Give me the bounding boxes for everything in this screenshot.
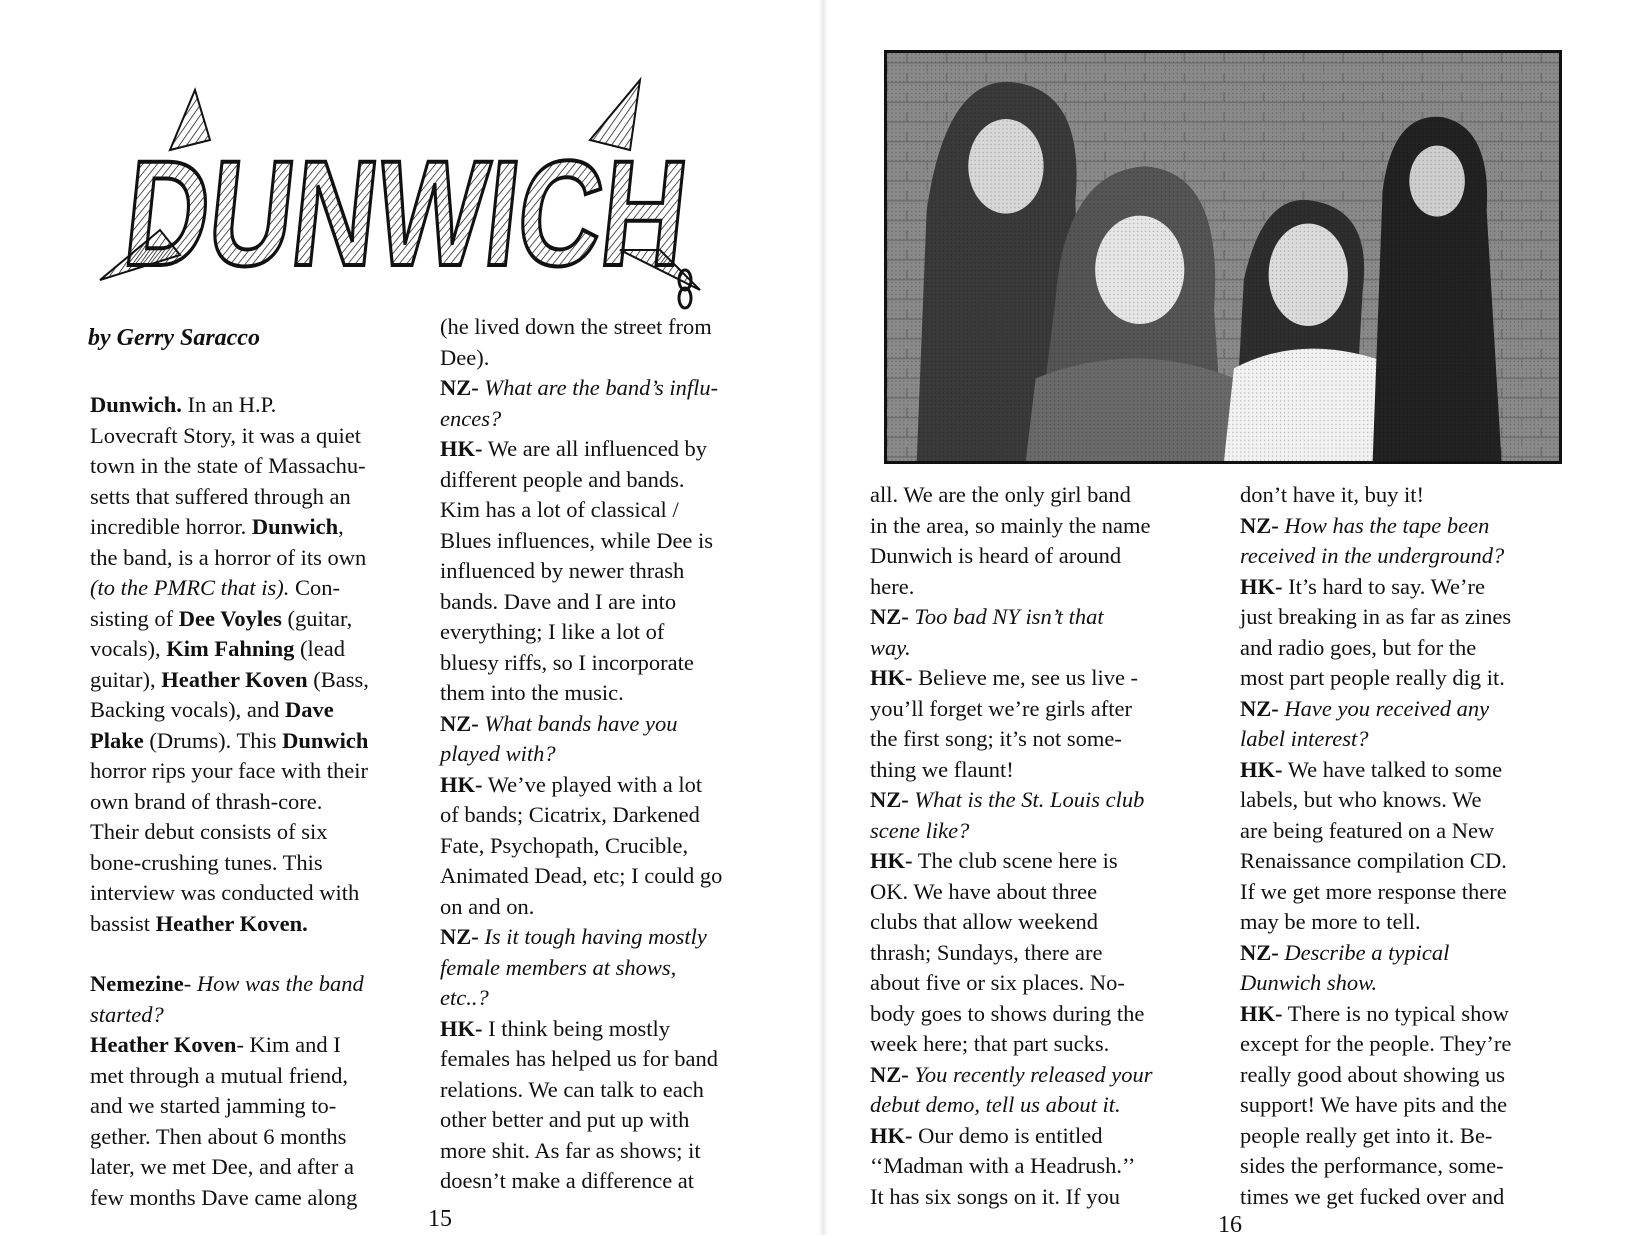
question-text: etc..? xyxy=(440,985,489,1010)
text-line: Dunwich is heard of around xyxy=(870,543,1122,568)
text-run: incredible horror. xyxy=(90,514,252,539)
text-line: bluesy riffs, so I incorporate xyxy=(440,649,694,675)
answer-label: HK- xyxy=(1240,756,1283,782)
text-run: sisting of xyxy=(90,605,179,631)
answer-label: HK- xyxy=(440,1015,483,1041)
text-run: (Bass, xyxy=(307,666,369,692)
text-line: really good about showing us xyxy=(1240,1061,1505,1087)
text-line: everything; I like a lot of xyxy=(440,619,665,644)
question-text: female members at shows, xyxy=(440,954,677,980)
question-text: ences? xyxy=(440,405,502,431)
text-line: and radio goes, but for the xyxy=(1240,634,1477,660)
text-line: more shit. As far as shows; it xyxy=(440,1137,701,1163)
answer-label: HK- xyxy=(870,848,913,873)
answer-label: Heather Koven xyxy=(90,1032,237,1057)
answer-label: HK- xyxy=(870,1122,913,1148)
band-name: Dunwich xyxy=(251,514,339,539)
question-text: How was the band xyxy=(196,971,364,996)
text-run: , xyxy=(338,514,344,539)
text-line: people really get into it. Be- xyxy=(1240,1122,1493,1148)
text-line: Their debut consists of six xyxy=(90,819,328,844)
byline: by Gerry Saracco xyxy=(88,325,260,351)
text-line: thing we flaunt! xyxy=(870,756,1014,782)
question-label: Nemezine xyxy=(90,971,184,996)
text-line: Fate, Psychopath, Crucible, xyxy=(440,832,689,858)
question-text: What is the St. Louis club xyxy=(908,787,1145,812)
column-1 xyxy=(90,390,369,1213)
column-2 xyxy=(440,312,722,1197)
text-run: vocals), xyxy=(90,636,167,661)
question-label: NZ- xyxy=(870,1061,909,1087)
text-line: clubs that allow weekend xyxy=(870,909,1099,934)
column-4 xyxy=(1240,480,1511,1212)
answer-label: HK- xyxy=(870,665,913,690)
question-text: label interest? xyxy=(1240,726,1369,751)
text-run: It’s hard to say. We’re xyxy=(1282,573,1485,599)
text-line: are being featured on a New xyxy=(1240,817,1495,843)
question-label: NZ- xyxy=(1240,512,1279,538)
text-run: We’ve played with a lot xyxy=(482,771,703,797)
question-label: NZ- xyxy=(870,787,909,812)
question-text: What are the band’s influ- xyxy=(478,375,719,400)
text-run: We have talked to some xyxy=(1282,756,1503,782)
question-text: Describe a typical xyxy=(1278,939,1450,965)
question-text: You recently released your xyxy=(908,1061,1153,1087)
logo-lettering: DUNWICH xyxy=(117,129,860,297)
text-run: bassist xyxy=(90,910,156,936)
band-photo xyxy=(884,50,1562,464)
page-number-right: 16 xyxy=(1218,1212,1242,1238)
text-line: them into the music. xyxy=(440,680,624,705)
text-line: the first song; it’s not some- xyxy=(870,726,1122,751)
question-label: NZ- xyxy=(870,604,909,629)
text-run: - Kim and I xyxy=(236,1032,341,1057)
text-run: (lead xyxy=(294,636,345,661)
text-line: ‘‘Madman with a Headrush.’’ xyxy=(870,1153,1136,1178)
text-line: Kim has a lot of classical / xyxy=(440,497,679,522)
text-line: If we get more response there xyxy=(1240,878,1507,904)
text-run: guitar), xyxy=(90,666,162,692)
text-run: - xyxy=(183,971,197,996)
text-line: females has helped us for band xyxy=(440,1046,719,1071)
question-text: played with? xyxy=(440,741,556,766)
text-line: of bands; Cicatrix, Darkened xyxy=(440,802,700,827)
answer-label: HK- xyxy=(440,771,483,797)
page-gutter xyxy=(818,0,828,1235)
text-line: gether. Then about 6 months xyxy=(90,1123,347,1149)
text-line: bone-crushing tunes. This xyxy=(90,849,323,875)
text-line: sides the performance, some- xyxy=(1240,1153,1504,1178)
question-text: way. xyxy=(870,634,911,660)
member-name: Heather Koven. xyxy=(155,910,308,936)
text-line: all. We are the only girl band xyxy=(870,482,1131,507)
text-run: I think being mostly xyxy=(482,1015,670,1041)
text-line: on and on. xyxy=(440,893,535,919)
text-run: (to the PMRC that is). xyxy=(90,575,290,600)
member-name: Dave xyxy=(284,697,334,722)
question-text: What bands have you xyxy=(478,710,678,736)
text-line: may be more to tell. xyxy=(1240,909,1421,934)
text-line: support! We have pits and the xyxy=(1240,1092,1508,1117)
answer-label: HK- xyxy=(440,436,483,461)
member-name: Dee Voyles xyxy=(178,605,282,631)
text-line: Blues influences, while Dee is xyxy=(440,527,714,553)
question-text: Have you received any xyxy=(1278,695,1490,721)
text-line: about five or six places. No- xyxy=(870,970,1125,995)
text-line: you’ll forget we’re girls after xyxy=(870,695,1132,721)
text-line: most part people really dig it. xyxy=(1240,665,1505,690)
text-line: Lovecraft Story, it was a quiet xyxy=(90,422,361,448)
question-label: NZ- xyxy=(1240,695,1279,721)
text-run: The club scene here is xyxy=(912,848,1118,873)
text-line: Renaissance compilation CD. xyxy=(1240,848,1507,873)
text-run: Believe me, see us live - xyxy=(912,665,1139,690)
band-name: Dunwich xyxy=(282,727,369,753)
text-line: influenced by newer thrash xyxy=(440,558,685,583)
text-line: times we get fucked over and xyxy=(1240,1183,1505,1209)
text-line: later, we met Dee, and after a xyxy=(90,1154,354,1179)
question-text: received in the underground? xyxy=(1240,543,1505,568)
text-line: Dee). xyxy=(440,344,490,370)
question-label: NZ- xyxy=(440,710,479,736)
text-run: In an H.P. xyxy=(181,392,277,417)
text-line: relations. We can talk to each xyxy=(440,1076,704,1102)
text-line: It has six songs on it. If you xyxy=(870,1183,1120,1209)
text-line: just breaking in as far as zines xyxy=(1240,604,1512,629)
text-line: here. xyxy=(870,573,915,599)
text-run: (guitar, xyxy=(281,605,353,631)
text-line: (he lived down the street from xyxy=(440,314,712,339)
text-line: interview was conducted with xyxy=(90,880,360,905)
text-line: Animated Dead, etc; I could go xyxy=(440,863,723,888)
text-line: bands. Dave and I are into xyxy=(440,588,677,614)
text-line: doesn’t make a difference at xyxy=(440,1168,695,1193)
member-name: Heather Koven xyxy=(161,666,308,692)
text-line: own brand of thrash-core. xyxy=(90,788,323,814)
text-line: labels, but who knows. We xyxy=(1240,787,1482,812)
member-name: Plake xyxy=(90,727,144,753)
text-run: Our demo is entitled xyxy=(912,1122,1103,1148)
band-name: Dunwich. xyxy=(90,392,182,417)
text-line: setts that suffered through an xyxy=(90,483,351,509)
text-line: OK. We have about three xyxy=(870,878,1098,904)
text-line: other better and put up with xyxy=(440,1107,690,1132)
text-line: and we started jamming to- xyxy=(90,1093,337,1118)
question-label: NZ- xyxy=(440,375,479,400)
text-run: We are all influenced by xyxy=(482,436,708,461)
question-label: NZ- xyxy=(440,924,479,949)
member-name: Kim Fahning xyxy=(166,636,295,661)
text-line: met through a mutual friend, xyxy=(90,1062,349,1088)
dunwich-band-logo xyxy=(100,80,860,300)
question-text: debut demo, tell us about it. xyxy=(870,1092,1121,1117)
text-line: thrash; Sundays, there are xyxy=(870,939,1103,965)
question-text: Dunwich show. xyxy=(1240,970,1378,995)
text-line: horror rips your face with their xyxy=(90,758,369,783)
question-label: NZ- xyxy=(1240,939,1279,965)
question-text: Too bad NY isn’t that xyxy=(908,604,1104,629)
text-line: in the area, so mainly the name xyxy=(870,512,1151,538)
question-text: started? xyxy=(90,1001,164,1027)
text-run: Con- xyxy=(289,575,340,600)
text-run: There is no typical show xyxy=(1282,1000,1509,1026)
answer-label: HK- xyxy=(1240,573,1283,599)
answer-label: HK- xyxy=(1240,1000,1283,1026)
text-line: don’t have it, buy it! xyxy=(1240,482,1424,507)
question-text: How has the tape been xyxy=(1278,512,1490,538)
text-line: few months Dave came along xyxy=(90,1184,358,1210)
text-line: the band, is a horror of its own xyxy=(90,544,367,570)
question-text: scene like? xyxy=(870,817,970,843)
text-run: Backing vocals), and xyxy=(90,697,285,722)
text-line: except for the people. They’re xyxy=(1240,1031,1512,1056)
text-line: body goes to shows during the xyxy=(870,1000,1145,1026)
page-number-left: 15 xyxy=(428,1206,452,1232)
text-line: different people and bands. xyxy=(440,466,685,492)
text-line: week here; that part sucks. xyxy=(870,1031,1110,1056)
text-run: (Drums). This xyxy=(143,727,283,753)
question-text: Is it tough having mostly xyxy=(478,924,707,949)
text-line: town in the state of Massachu- xyxy=(90,453,366,478)
column-3 xyxy=(870,480,1152,1212)
